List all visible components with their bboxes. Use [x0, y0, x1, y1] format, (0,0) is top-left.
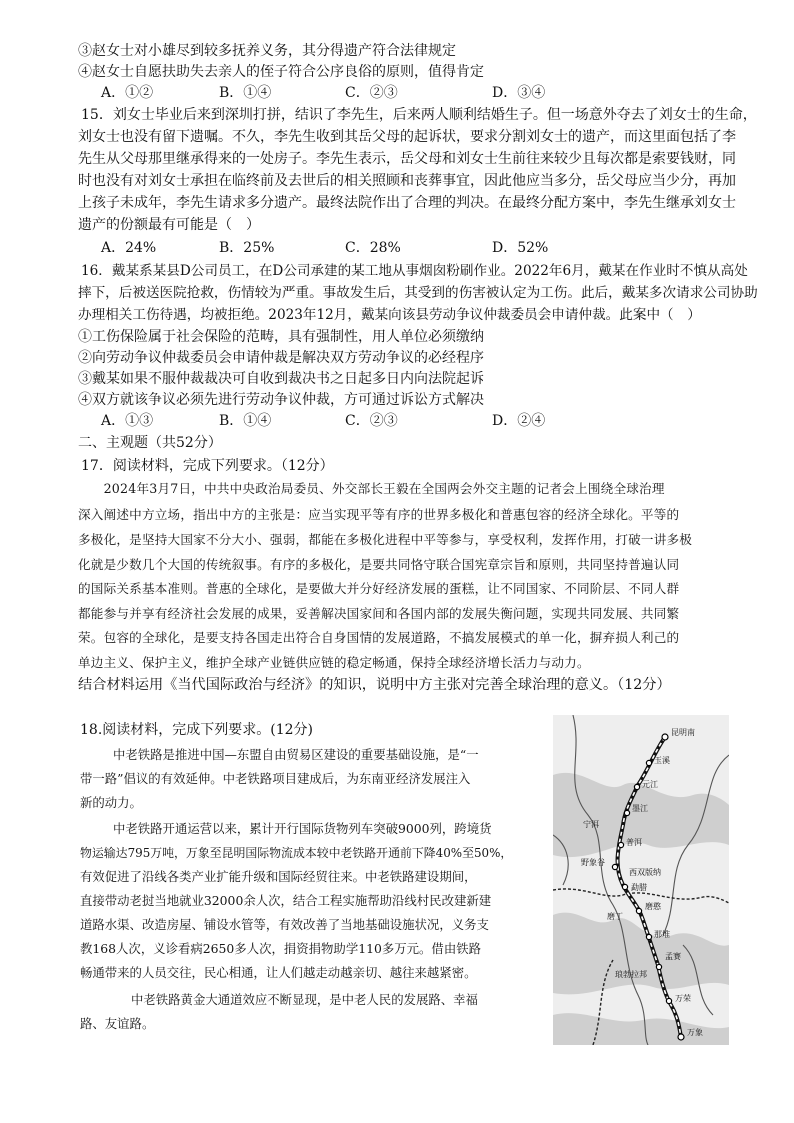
q14-option-a[interactable]: A．①②: [101, 85, 154, 101]
map-label: 野象谷: [581, 858, 605, 867]
q18-heading: 18.阅读材料，完成下列要求。(12分): [80, 722, 314, 738]
q16-option-c[interactable]: C．②③: [345, 413, 398, 429]
q18-paragraph-line: 直接带动老挝当地就业32000余人次，结合工程实施帮助沿线村民改建新建: [80, 893, 492, 908]
q14-option-c[interactable]: C．②③: [345, 85, 398, 101]
q15-line: 上孩子未成年，李先生请求多分遗产。最终法院作出了合理的判决。在最终分配方案中，李先生继承刘女士: [78, 195, 736, 211]
q16-option-b[interactable]: B．①④: [219, 413, 272, 429]
q15-option-a[interactable]: A．24%: [101, 240, 157, 256]
map-label: 孟赛: [665, 952, 681, 961]
q15-option-c[interactable]: C．28%: [345, 240, 401, 256]
q15-option-b[interactable]: B．25%: [219, 240, 275, 256]
q18-paragraph-line: 中老铁路黄金大通道效应不断显现，是中老人民的发展路、幸福: [131, 992, 478, 1007]
map-label: 万象: [687, 1028, 703, 1037]
map-label: 昆明南: [671, 728, 695, 737]
q15-line: 15．刘女士毕业后来到深圳打拼，结识了李先生，后来两人顺利结婚生子。但一场意外夺去了刘女士的生命，: [81, 107, 757, 123]
q17-material-line: 都能参与并享有经济社会发展的成果，妥善解决国家间和各国内部的发展失衡问题，实现共同发展、共同繁: [78, 606, 680, 621]
q16-line: 16．戴某系某县D公司员工，在D公司承建的某工地从事烟囱粉刷作业。2022年6月，戴某在作业时不慎从高处: [81, 263, 748, 279]
china-laos-railway-map: [553, 715, 729, 1045]
q17-heading: 17．阅读材料，完成下列要求。（12分）: [81, 458, 334, 474]
q17-material-line: 2024年3月7日，中共中央政治局委员、外交部长王毅在全国两会外交主题的记者会上围绕全球治理: [78, 481, 665, 496]
q18-paragraph-line: 畅通带来的人员交往，民心相通，让人们越走动越亲切、越往来越紧密。: [80, 965, 477, 980]
q18-paragraph-line: 教168人次，义诊看病2650多人次，捐资捐物助学110多万元。借由铁路: [80, 941, 481, 956]
map-label: 普洱: [626, 838, 642, 847]
q16-option-d[interactable]: D．②④: [492, 413, 546, 429]
q16-option-a[interactable]: A．①③: [101, 413, 154, 429]
q17-material-line: 单边主义、保护主义，维护全球产业链供应链的稳定畅通，保持全球经济增长活力与动力。: [78, 655, 590, 670]
q16-statement-1: ①工伤保险属于社会保险的范畴，具有强制性，用人单位必须缴纳: [78, 329, 484, 345]
q18-paragraph-line: 有效促进了沿线各类产业扩能升级和国际经贸往来。中老铁路建设期间，: [80, 869, 477, 884]
q18-paragraph-line: 中老铁路是推进中国—东盟自由贸易区建设的重要基础设施，是“一: [113, 747, 479, 762]
map-label: 那堆: [654, 930, 670, 939]
section-heading: 二、主观题（共52分）: [78, 435, 222, 451]
q17-material-line: 深入阐述中方立场，指出中方的主张是：应当实现平等有序的世界多极化和普惠包容的经济全球化。平等的: [78, 507, 680, 522]
q14-statement-4: ④赵女士自愿扶助失去亲人的侄子符合公序良俗的原则，值得肯定: [78, 64, 484, 80]
map-label: 万荣: [675, 994, 691, 1003]
q14-option-d[interactable]: D．③④: [492, 85, 546, 101]
q17-material-line: 的国际关系基本准则。普惠的全球化，是要做大并分好经济发展的蛋糕，让不同国家、不同阶层、不同人群: [78, 581, 680, 596]
q18-paragraph-line: 带一路”倡议的有效延伸。中老铁路项目建成后，为东南亚经济发展注入: [80, 771, 471, 786]
map-label: 西双版纳: [629, 868, 661, 877]
q15-line: 遗产的份额最有可能是（ ）: [78, 217, 260, 233]
q15-line: 时也没有对刘女士承担在临终前及去世后的相关照顾和丧葬事宜，因此他应当多分，岳父母应当少分，再加: [78, 173, 736, 189]
q15-line: 刘女士也没有留下遗嘱。不久，李先生收到其岳父母的起诉状，要求分割刘女士的遗产，而这里面包括了李: [78, 129, 736, 145]
q14-statement-3: ③赵女士对小雄尽到较多抚养义务，其分得遗产符合法律规定: [78, 43, 456, 59]
map-label: 墨江: [632, 804, 648, 813]
map-label: 勐腊: [631, 883, 647, 892]
q18-paragraph-line: 新的动力。: [80, 795, 142, 810]
map-label: 宁洱: [583, 820, 599, 829]
q16-statement-2: ②向劳动争议仲裁委员会申请仲裁是解决双方劳动争议的必经程序: [78, 350, 484, 366]
map-label: 磨丁: [607, 912, 623, 921]
q15-line: 先生从父母那里继承得来的一处房子。李先生表示，岳父母和刘女士生前往来较少且每次都是索要钱财，同: [78, 151, 736, 167]
q17-material-line: 化就是少数几个大国的传统叙事。有序的多极化，是要共同恪守联合国宪章宗旨和原则，共同坚持普遍认同: [78, 557, 680, 572]
q18-paragraph-line: 物运输达795万吨，万象至昆明国际物流成本较中老铁路开通前下降40%至50%，: [80, 846, 513, 860]
q16-statement-4: ④双方就该争议必须先进行劳动争议仲裁，方可通过诉讼方式解决: [78, 392, 484, 408]
q14-option-b[interactable]: B．①④: [219, 85, 272, 101]
q16-line: 办理相关工伤待遇，均被拒绝。2023年12月，戴某向该县劳动争议仲裁委员会申请仲裁。此案中（ ）: [78, 307, 701, 323]
map-label: 磨憨: [645, 902, 661, 911]
map-label: 元江: [642, 780, 658, 789]
q17-material-line: 荣。包容的全球化，是要支持各国走出符合自身国情的发展道路，不搞发展模式的单一化，摒弃损人利己的: [78, 630, 680, 645]
q16-line: 摔下，后被送医院抢救，伤情较为严重。事故发生后，其受到的伤害被认定为工伤。此后，戴某多次请求公司协助: [78, 285, 758, 301]
q17-task: 结合材料运用《当代国际政治与经济》的知识，说明中方主张对完善全球治理的意义。（12分）: [78, 677, 671, 693]
q15-option-d[interactable]: D．52%: [492, 240, 549, 256]
q16-statement-3: ③戴某如果不服仲裁裁决可自收到裁决书之日起多日内向法院起诉: [78, 371, 484, 387]
q18-paragraph-line: 道路水渠、改造房屋、铺设水管等，有效改善了当地基础设施状况，义务支: [80, 917, 489, 932]
q18-paragraph-line: 中老铁路开通运营以来，累计开行国际货物列车突破9000列，跨境货: [113, 821, 492, 836]
q17-material-line: 多极化，是坚持大国家不分大小、强弱，都能在多极化进程中平等参与，享受权利，发挥作用，打破一讲多极: [78, 532, 693, 547]
q18-paragraph-line: 路、友谊路。: [80, 1016, 155, 1031]
map-label: 玉溪: [654, 756, 670, 765]
map-label: 琅勃拉邦: [615, 970, 647, 979]
